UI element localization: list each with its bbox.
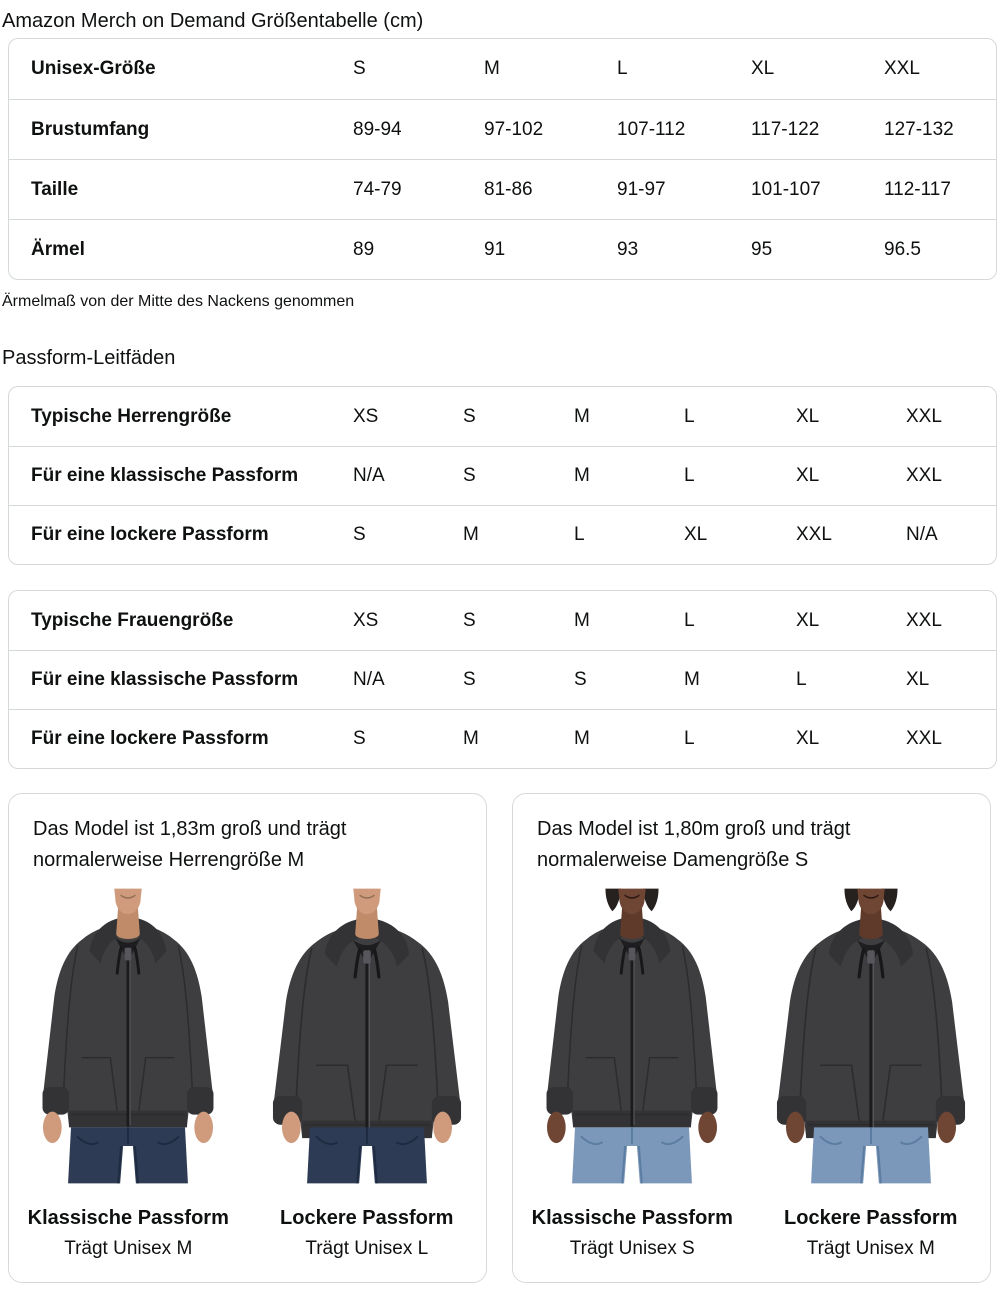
row-label: Für eine klassische Passform bbox=[31, 465, 299, 486]
model-description: Das Model ist 1,83m groß und trägt normalerweise Herrengröße M bbox=[33, 818, 347, 871]
size-cell: 96.5 bbox=[884, 238, 921, 260]
table-row bbox=[9, 219, 996, 279]
fit-label: Klassische Passform bbox=[531, 1207, 733, 1229]
size-cell: L bbox=[574, 524, 585, 545]
row-label: Typische Frauengröße bbox=[31, 609, 234, 631]
size-cell: XXL bbox=[906, 609, 942, 631]
size-cell: N/A bbox=[906, 524, 938, 545]
table-row bbox=[9, 446, 996, 505]
table-row bbox=[9, 39, 996, 99]
row-label: Für eine lockere Passform bbox=[31, 524, 269, 545]
size-cell: 107-112 bbox=[617, 118, 686, 140]
size-cell: XL bbox=[796, 728, 820, 749]
size-label: Trägt Unisex L bbox=[305, 1238, 429, 1259]
table-row bbox=[9, 159, 996, 219]
size-cell: XS bbox=[353, 405, 379, 427]
model-description: Das Model ist 1,80m groß und trägt normalerweise Damengröße S bbox=[537, 818, 851, 871]
model-illustration bbox=[15, 888, 241, 1184]
size-cell: S bbox=[463, 405, 476, 427]
table-row bbox=[9, 387, 996, 446]
mens-fit-table bbox=[8, 386, 997, 565]
size-cell: N/A bbox=[353, 669, 385, 690]
size-cell: 74-79 bbox=[353, 178, 402, 200]
size-cell: M bbox=[574, 728, 590, 749]
size-chart-page bbox=[0, 8, 1000, 1293]
size-cell: M bbox=[463, 524, 479, 545]
size-cell: M bbox=[463, 728, 479, 749]
size-cell: XXL bbox=[884, 58, 920, 79]
size-label: Trägt Unisex M bbox=[806, 1238, 935, 1259]
sleeve-measure-note: Ärmelmaß von der Mitte des Nackens genommen bbox=[2, 293, 355, 310]
size-cell: XL bbox=[796, 465, 820, 486]
model-cards bbox=[8, 793, 1000, 1283]
size-cell: XS bbox=[353, 609, 379, 631]
size-cell: XXL bbox=[796, 524, 832, 545]
size-label: Trägt Unisex S bbox=[569, 1238, 695, 1259]
size-cell: S bbox=[353, 524, 366, 545]
size-cell: 89 bbox=[353, 238, 375, 260]
model-photo-mens-classic bbox=[15, 888, 241, 1184]
size-cell: XL bbox=[751, 58, 775, 79]
page-title: Amazon Merch on Demand Größentabelle (cm) bbox=[2, 10, 424, 32]
size-cell: S bbox=[353, 58, 366, 79]
size-cell: S bbox=[463, 669, 476, 690]
size-cell: L bbox=[796, 669, 807, 690]
size-cell: S bbox=[353, 728, 366, 749]
size-cell: 127-132 bbox=[884, 118, 954, 140]
row-label: Für eine klassische Passform bbox=[31, 669, 299, 690]
size-cell: N/A bbox=[353, 465, 385, 486]
table-row bbox=[9, 650, 996, 709]
table-row bbox=[9, 591, 996, 650]
row-label: Typische Herrengröße bbox=[31, 405, 232, 427]
womens-fit-table bbox=[8, 590, 997, 769]
size-cell: XL bbox=[684, 524, 708, 545]
size-cell: M bbox=[484, 58, 500, 79]
size-cell: L bbox=[684, 609, 695, 631]
model-photo-womens-loose bbox=[758, 888, 984, 1184]
photo-column bbox=[513, 888, 752, 1260]
unisex-size-table bbox=[8, 38, 997, 280]
model-illustration bbox=[254, 888, 480, 1184]
size-cell: S bbox=[574, 669, 587, 690]
size-cell: S bbox=[463, 609, 476, 631]
size-cell: XXL bbox=[906, 405, 942, 427]
photos-row bbox=[9, 888, 486, 1260]
size-cell: XL bbox=[796, 405, 820, 427]
row-label: Für eine lockere Passform bbox=[31, 728, 269, 749]
size-cell: XXL bbox=[906, 728, 942, 749]
size-cell: 91 bbox=[484, 238, 506, 260]
model-photo-mens-loose bbox=[254, 888, 480, 1184]
size-cell: 97-102 bbox=[484, 118, 544, 140]
size-cell: M bbox=[574, 465, 590, 486]
size-label: Trägt Unisex M bbox=[64, 1238, 193, 1259]
fit-label: Klassische Passform bbox=[27, 1207, 229, 1229]
size-cell: L bbox=[684, 405, 695, 427]
fit-label: Lockere Passform bbox=[784, 1207, 958, 1229]
fit-label: Lockere Passform bbox=[280, 1207, 454, 1229]
size-cell: 91-97 bbox=[617, 178, 666, 200]
size-cell: 117-122 bbox=[751, 118, 820, 140]
womens-model-card bbox=[512, 793, 991, 1283]
model-illustration bbox=[758, 888, 984, 1184]
size-cell: XXL bbox=[906, 465, 942, 486]
mens-model-card bbox=[8, 793, 487, 1283]
size-cell: L bbox=[684, 465, 695, 486]
size-cell: 112-117 bbox=[884, 178, 951, 200]
size-cell: M bbox=[684, 669, 700, 690]
size-cell: XL bbox=[796, 609, 820, 631]
size-cell: 93 bbox=[617, 238, 639, 260]
table-row bbox=[9, 505, 996, 564]
size-cell: L bbox=[617, 58, 628, 79]
model-photo-womens-classic bbox=[519, 888, 745, 1184]
size-cell: XL bbox=[906, 669, 930, 690]
table-row bbox=[9, 709, 996, 768]
photo-column bbox=[9, 888, 248, 1260]
row-label: Ärmel bbox=[31, 238, 85, 260]
size-cell: L bbox=[684, 728, 695, 749]
photo-column bbox=[752, 888, 991, 1260]
row-label: Brustumfang bbox=[31, 118, 150, 140]
photo-column bbox=[248, 888, 487, 1260]
photos-row bbox=[513, 888, 990, 1260]
table-row bbox=[9, 99, 996, 159]
size-cell: 95 bbox=[751, 238, 773, 260]
size-cell: S bbox=[463, 465, 476, 486]
size-cell: 89-94 bbox=[353, 118, 402, 140]
size-cell: M bbox=[574, 405, 590, 427]
row-label: Taille bbox=[31, 178, 79, 200]
size-cell: 81-86 bbox=[484, 178, 533, 200]
size-cell: 101-107 bbox=[751, 178, 821, 200]
model-illustration bbox=[519, 888, 745, 1184]
size-cell: M bbox=[574, 609, 590, 631]
row-label: Unisex-Größe bbox=[31, 58, 156, 79]
fit-guides-heading: Passform-Leitfäden bbox=[2, 347, 176, 369]
